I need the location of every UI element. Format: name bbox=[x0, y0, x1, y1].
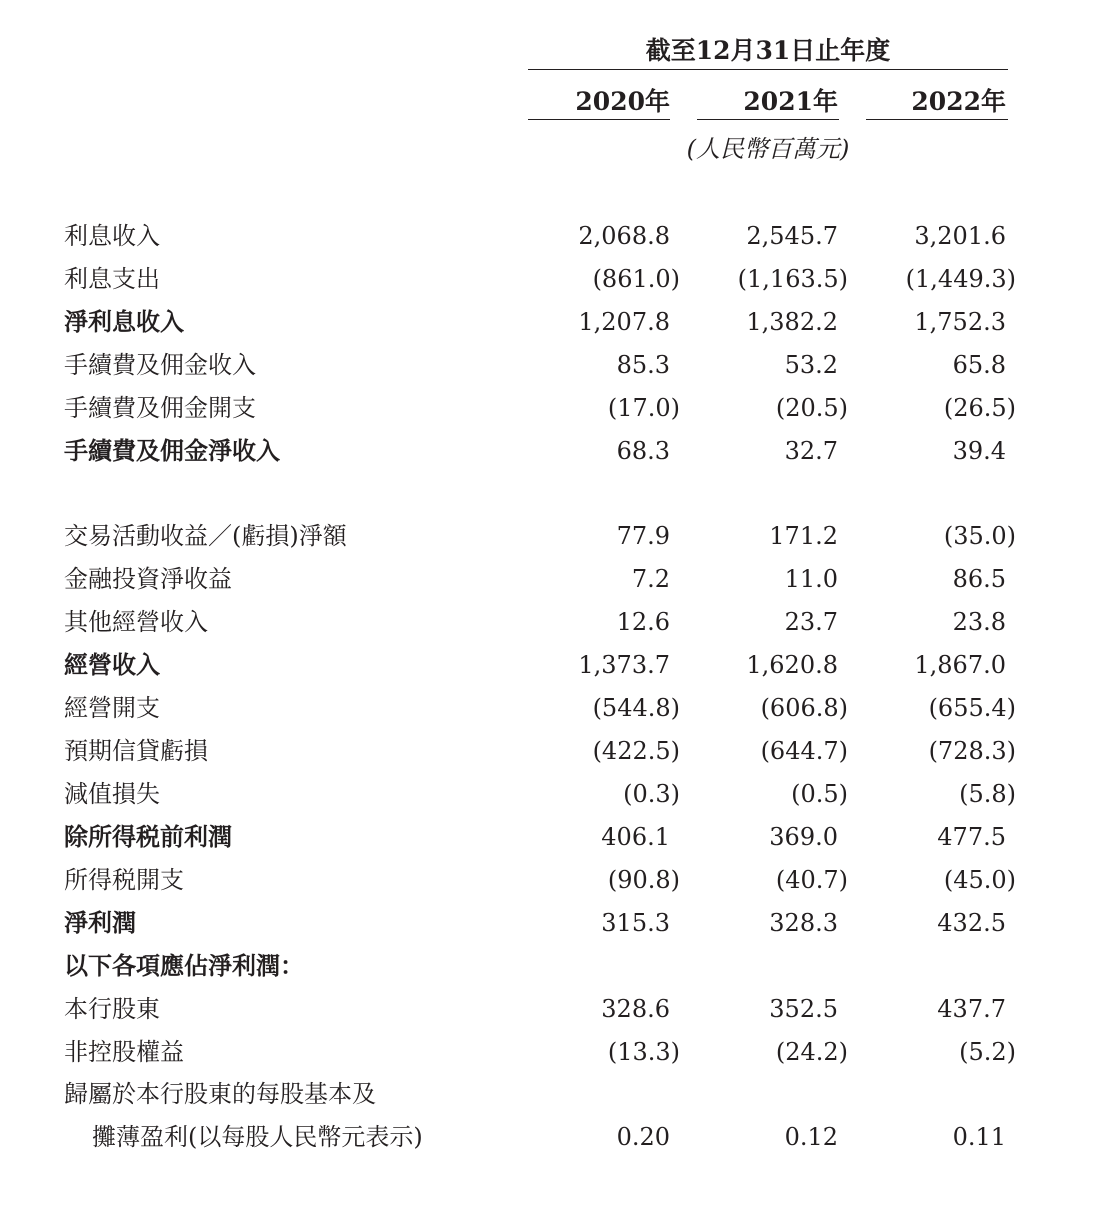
row-label: 所得税開支 bbox=[64, 866, 184, 894]
value-2020: (544.8) bbox=[592, 694, 680, 722]
value-2021: 53.2 bbox=[784, 351, 838, 379]
value-2020: (17.0) bbox=[607, 394, 680, 422]
value-2021: (0.5) bbox=[791, 780, 848, 808]
row-label: 歸屬於本行股東的每股基本及 bbox=[64, 1080, 376, 1108]
value-2020: 77.9 bbox=[616, 522, 670, 550]
value-2022: 23.8 bbox=[952, 608, 1006, 636]
value-2021: 1,620.8 bbox=[746, 651, 838, 679]
value-2020: (90.8) bbox=[607, 866, 680, 894]
value-2022: (728.3) bbox=[928, 737, 1016, 765]
value-2021: (24.2) bbox=[775, 1038, 848, 1066]
row-label: 其他經營收入 bbox=[64, 608, 208, 636]
value-2022: (1,449.3) bbox=[905, 265, 1016, 293]
year-rule-2020 bbox=[528, 119, 670, 120]
value-2022: 432.5 bbox=[937, 909, 1006, 937]
table-row bbox=[0, 903, 1100, 943]
table-row bbox=[0, 431, 1100, 471]
value-2022: 1,752.3 bbox=[914, 308, 1006, 336]
row-label: 攤薄盈利(以每股人民幣元表示) bbox=[92, 1123, 423, 1151]
table-row bbox=[0, 1117, 1100, 1157]
value-2022: 0.11 bbox=[952, 1123, 1006, 1151]
value-2022: (5.8) bbox=[959, 780, 1016, 808]
row-label: 除所得税前利潤 bbox=[64, 822, 232, 851]
value-2020: 68.3 bbox=[616, 437, 670, 465]
value-2022: 437.7 bbox=[937, 995, 1006, 1023]
row-label: 利息收入 bbox=[64, 222, 160, 250]
value-2020: 315.3 bbox=[601, 909, 670, 937]
value-2020: 406.1 bbox=[601, 823, 670, 851]
value-2020: 1,207.8 bbox=[578, 308, 670, 336]
table-row bbox=[0, 516, 1100, 556]
table-row bbox=[0, 302, 1100, 342]
row-label: 交易活動收益／(虧損)淨額 bbox=[64, 522, 347, 550]
value-2021: 2,545.7 bbox=[746, 222, 838, 250]
table-row bbox=[0, 688, 1100, 728]
table-row bbox=[0, 731, 1100, 771]
value-2020: 0.20 bbox=[616, 1123, 670, 1151]
value-2020: 2,068.8 bbox=[578, 222, 670, 250]
year-header-2022: 2022年 bbox=[911, 87, 1006, 116]
value-2021: 171.2 bbox=[769, 522, 838, 550]
row-label: 經營開支 bbox=[64, 694, 160, 722]
table-row bbox=[0, 345, 1100, 385]
table-row bbox=[0, 602, 1100, 642]
value-2021: 1,382.2 bbox=[746, 308, 838, 336]
value-2021: 0.12 bbox=[784, 1123, 838, 1151]
value-2021: (606.8) bbox=[760, 694, 848, 722]
table-row bbox=[0, 1032, 1100, 1072]
row-label: 金融投資淨收益 bbox=[64, 565, 232, 593]
row-label: 預期信貸虧損 bbox=[64, 737, 208, 765]
row-label: 淨利潤 bbox=[64, 908, 136, 937]
value-2021: 32.7 bbox=[784, 437, 838, 465]
value-2022: 477.5 bbox=[937, 823, 1006, 851]
value-2021: (40.7) bbox=[775, 866, 848, 894]
value-2021: (644.7) bbox=[760, 737, 848, 765]
row-label: 減值損失 bbox=[64, 780, 160, 808]
table-row bbox=[0, 989, 1100, 1029]
row-label: 手續費及佣金淨收入 bbox=[64, 436, 280, 465]
row-label: 手續費及佣金收入 bbox=[64, 351, 256, 379]
table-row bbox=[0, 774, 1100, 814]
value-2020: (13.3) bbox=[607, 1038, 680, 1066]
year-header-2020: 2020年 bbox=[575, 87, 670, 116]
value-2021: (20.5) bbox=[775, 394, 848, 422]
row-label: 手續費及佣金開支 bbox=[64, 394, 256, 422]
table-row bbox=[0, 259, 1100, 299]
period-header: 截至12月31日止年度 bbox=[645, 36, 891, 65]
table-row bbox=[0, 388, 1100, 428]
table-row bbox=[0, 645, 1100, 685]
value-2021: (1,163.5) bbox=[737, 265, 848, 293]
value-2022: 65.8 bbox=[952, 351, 1006, 379]
value-2020: 328.6 bbox=[601, 995, 670, 1023]
value-2020: (861.0) bbox=[592, 265, 680, 293]
row-label: 非控股權益 bbox=[64, 1038, 184, 1066]
table-row bbox=[0, 817, 1100, 857]
value-2021: 11.0 bbox=[784, 565, 838, 593]
table-row bbox=[0, 216, 1100, 256]
value-2021: 328.3 bbox=[769, 909, 838, 937]
unit-caption: (人民幣百萬元) bbox=[686, 135, 850, 163]
value-2020: 7.2 bbox=[631, 565, 670, 593]
year-rule-2022 bbox=[866, 119, 1008, 120]
row-label: 以下各項應佔淨利潤： bbox=[64, 951, 304, 980]
row-label: 淨利息收入 bbox=[64, 307, 184, 336]
value-2020: 12.6 bbox=[616, 608, 670, 636]
value-2021: 369.0 bbox=[769, 823, 838, 851]
row-label: 利息支出 bbox=[64, 265, 160, 293]
table-row bbox=[0, 860, 1100, 900]
table-row bbox=[0, 559, 1100, 599]
value-2022: 39.4 bbox=[952, 437, 1006, 465]
table-row bbox=[0, 1074, 1100, 1114]
value-2022: (35.0) bbox=[943, 522, 1016, 550]
value-2022: 3,201.6 bbox=[914, 222, 1006, 250]
period-header-rule bbox=[528, 69, 1008, 70]
value-2022: (45.0) bbox=[943, 866, 1016, 894]
year-rule-2021 bbox=[697, 119, 839, 120]
table-row bbox=[0, 946, 1100, 986]
value-2021: 352.5 bbox=[769, 995, 838, 1023]
value-2022: 86.5 bbox=[952, 565, 1006, 593]
value-2021: 23.7 bbox=[784, 608, 838, 636]
row-label: 經營收入 bbox=[64, 650, 160, 679]
value-2020: 1,373.7 bbox=[578, 651, 670, 679]
value-2020: 85.3 bbox=[616, 351, 670, 379]
year-header-2021: 2021年 bbox=[743, 87, 838, 116]
value-2020: (0.3) bbox=[623, 780, 680, 808]
value-2022: (26.5) bbox=[943, 394, 1016, 422]
value-2022: 1,867.0 bbox=[914, 651, 1006, 679]
value-2020: (422.5) bbox=[592, 737, 680, 765]
row-label: 本行股東 bbox=[64, 995, 160, 1023]
value-2022: (5.2) bbox=[959, 1038, 1016, 1066]
value-2022: (655.4) bbox=[928, 694, 1016, 722]
